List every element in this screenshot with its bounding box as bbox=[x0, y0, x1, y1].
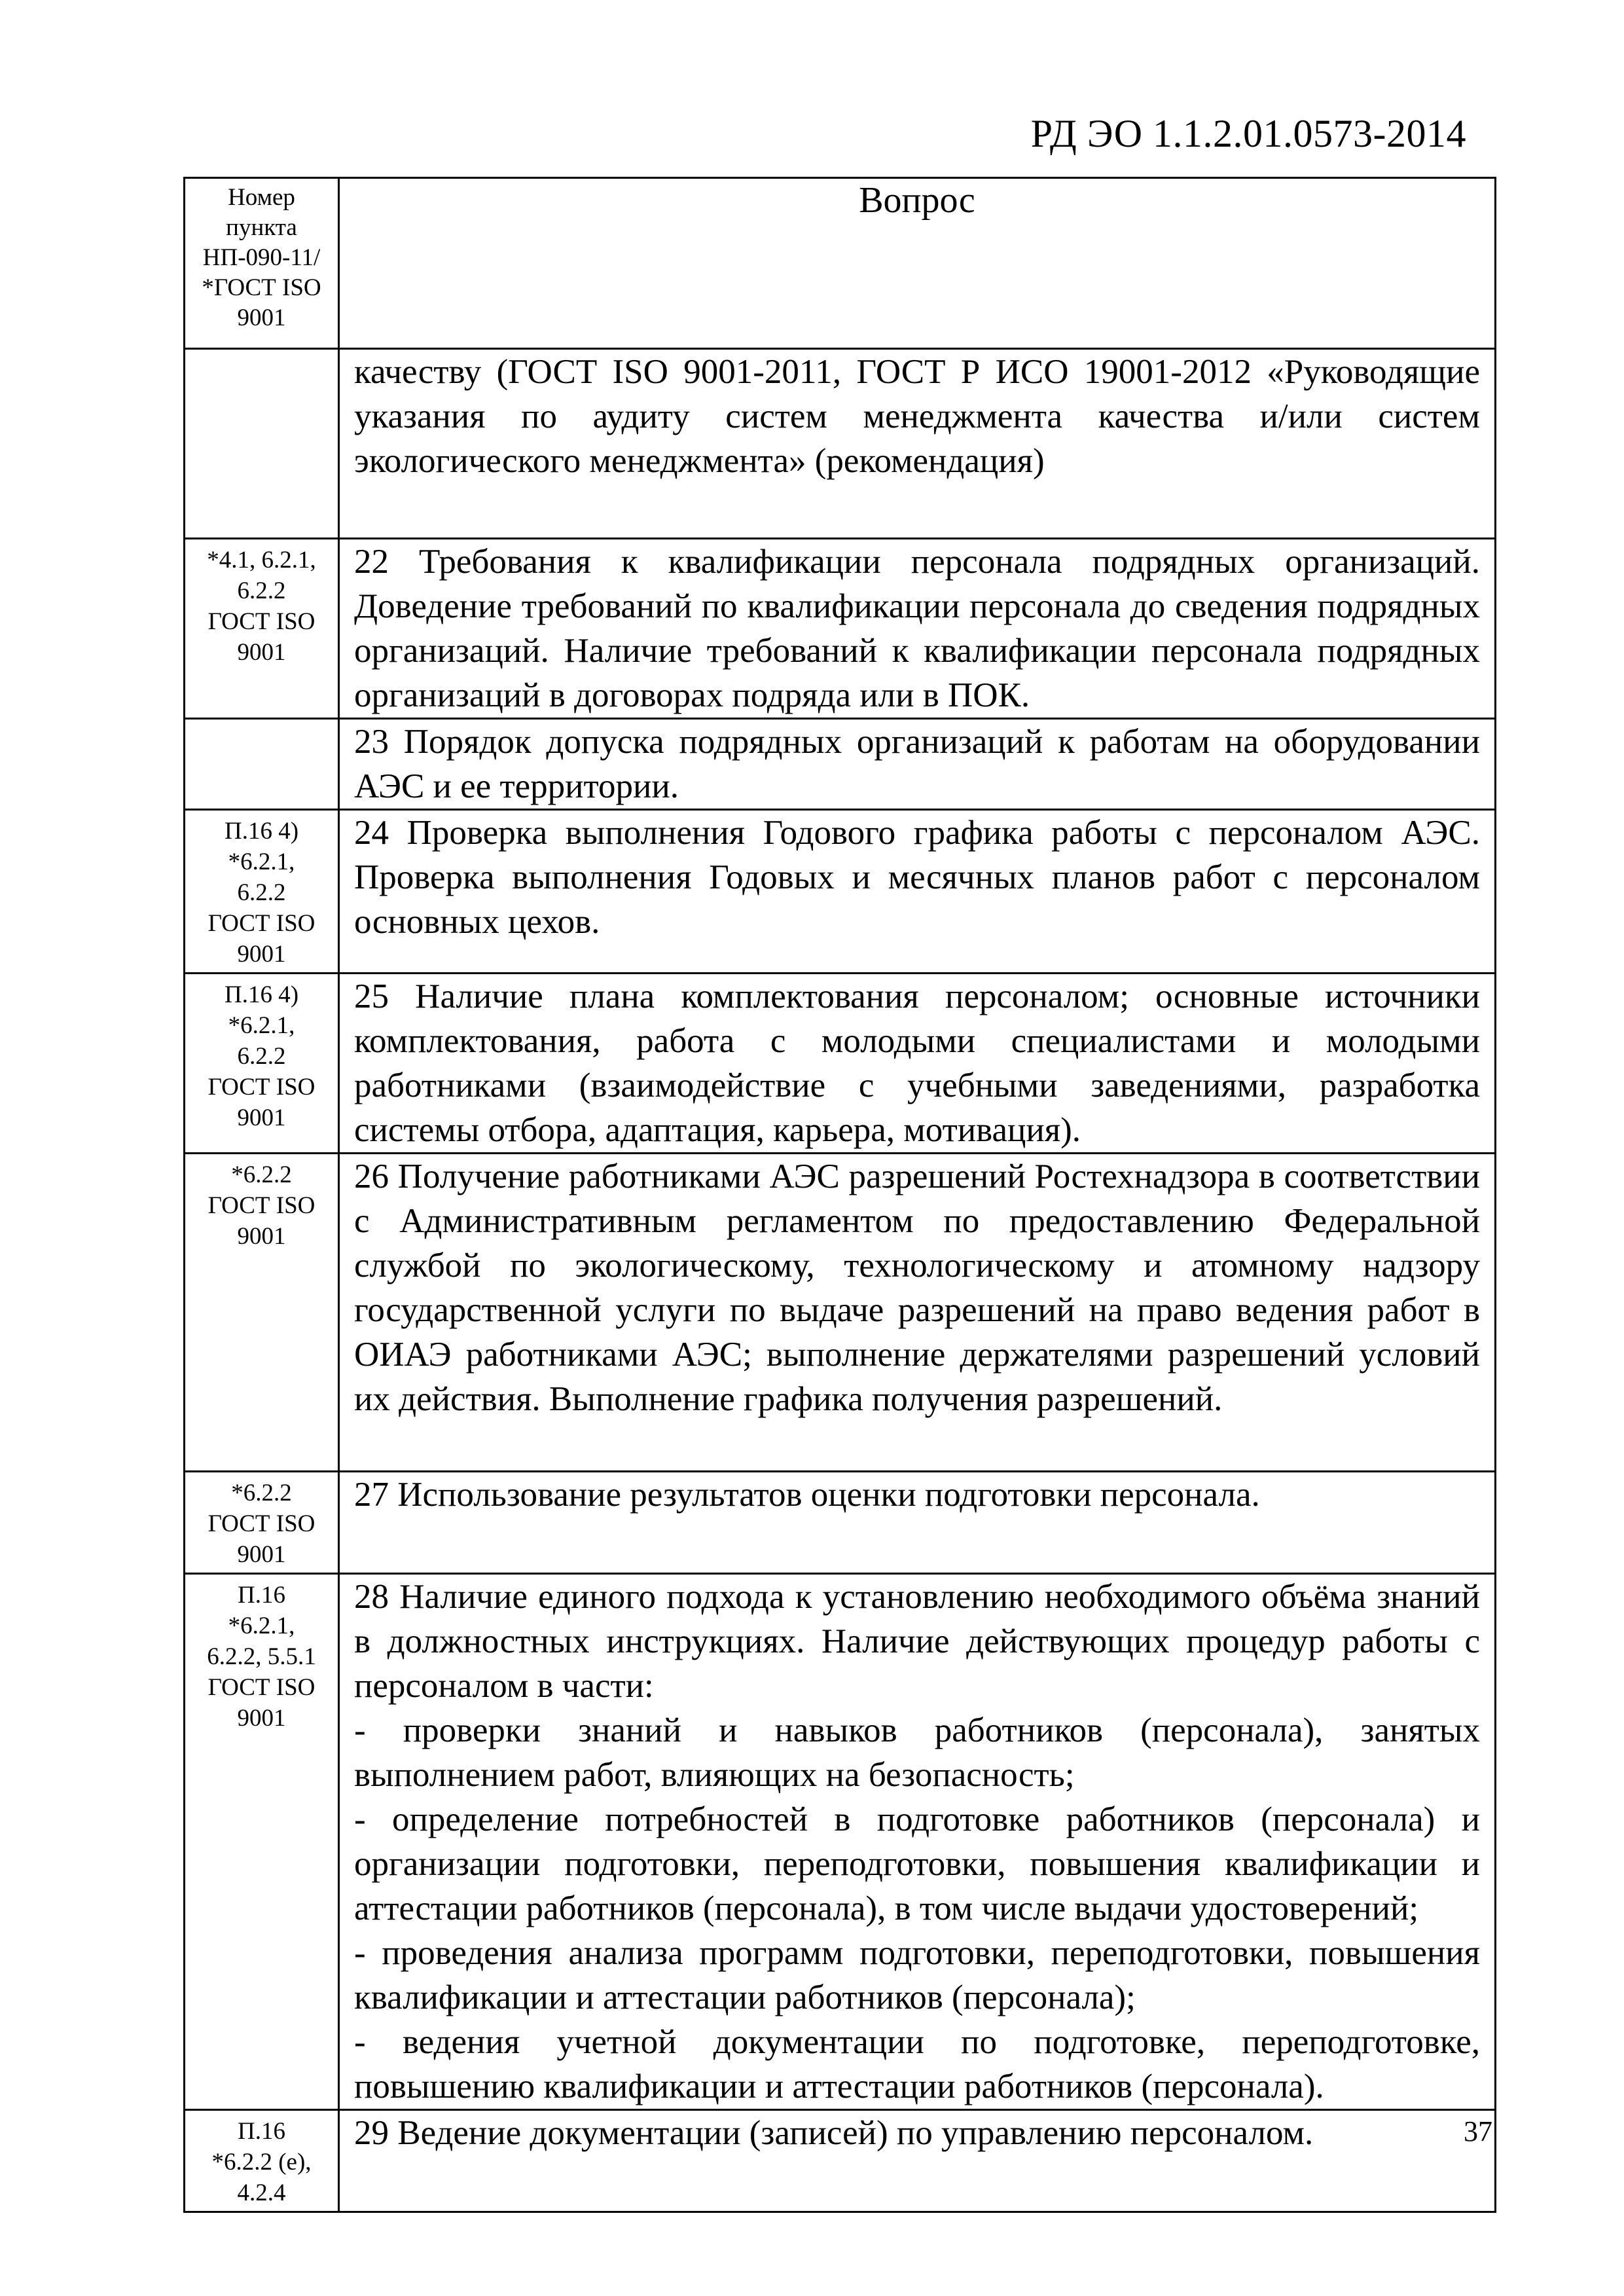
column-header-clause-number: Номер пункта НП-090-11/ *ГОСТ ISO 9001 bbox=[185, 178, 339, 349]
table-row bbox=[185, 1154, 1496, 1472]
question-text: 27 Использование результатов оценки подготовки персонала. bbox=[354, 1476, 1260, 1514]
clause-number-cell: *6.2.2 ГОСТ ISO 9001 bbox=[185, 1154, 339, 1472]
table-row bbox=[185, 974, 1496, 1154]
document-code: РД ЭО 1.1.2.01.0573-2014 bbox=[1030, 112, 1466, 155]
table-row bbox=[185, 810, 1496, 974]
clause-number-cell: П.16 4) *6.2.1, 6.2.2 ГОСТ ISO 9001 bbox=[185, 810, 339, 974]
question-subitem: - определение потребностей в подготовке работников (персонала) и организации подготовки, переподготовки, повышения квалификации и аттестации работников (персонала), в том числе выдачи удостоверений; bbox=[354, 1800, 1480, 1927]
question-text: 28 Наличие единого подхода к установлению необходимого объёма знаний в должностных инструкциях. Наличие действующих процедур работы с персоналом в части: bbox=[354, 1578, 1480, 1705]
question-cell bbox=[339, 1574, 1496, 2110]
table-row bbox=[185, 1472, 1496, 1574]
question-subitem: - ведения учетной документации по подготовке, переподготовке, повышению квалификации и аттестации работников (персонала). bbox=[354, 2023, 1480, 2105]
column-header-question: Вопрос bbox=[339, 178, 1496, 349]
table-row bbox=[185, 539, 1496, 719]
question-cell bbox=[339, 719, 1496, 810]
clause-number-cell bbox=[185, 349, 339, 539]
clause-number-cell: П.16 *6.2.1, 6.2.2, 5.5.1 ГОСТ ISO 9001 bbox=[185, 1574, 339, 2110]
question-text: 25 Наличие плана комплектования персоналом; основные источники комплектования, работа с молодыми специалистами и молодыми работниками (взаимодействие с учебными заведениями, разработка системы отбора, адаптация, карьера, мотивация). bbox=[354, 977, 1480, 1149]
question-text: 29 Ведение документации (записей) по управлению персоналом. bbox=[354, 2114, 1314, 2152]
question-text: 23 Порядок допуска подрядных организаций к работам на оборудовании АЭС и ее территории. bbox=[354, 723, 1480, 805]
question-text: 22 Требования к квалификации персонала подрядных организаций. Доведение требований по квалификации персонала до сведения подрядных организаций. Наличие требований к квалификации персонала подрядных организаций в договорах подряда или в ПОК. bbox=[354, 543, 1480, 714]
question-text: 26 Получение работниками АЭС разрешений Ростехнадзора в соответствии с Административным регламентом по предоставлению Федеральной службой по экологическому, технологическому и атомному надзору государственной услуги по выдаче разрешений на право ведения работ в ОИАЭ работниками АЭС; выполнение держателями разрешений условий их действия. Выполнение графика получения разрешений. bbox=[354, 1157, 1480, 1418]
clause-number-cell bbox=[185, 719, 339, 810]
page-number: 37 bbox=[1464, 2115, 1492, 2147]
question-cell bbox=[339, 539, 1496, 719]
question-text: качеству (ГОСТ ISO 9001-2011, ГОСТ Р ИСО 19001-2012 «Руководящие указания по аудиту систем менеджмента качества и/или систем экологического менеджмента» (рекомендация) bbox=[354, 353, 1480, 480]
table-row bbox=[185, 1574, 1496, 2110]
table-row bbox=[185, 719, 1496, 810]
question-cell bbox=[339, 2110, 1496, 2212]
question-cell bbox=[339, 1154, 1496, 1472]
clause-number-cell: П.16 4) *6.2.1, 6.2.2 ГОСТ ISO 9001 bbox=[185, 974, 339, 1154]
question-cell bbox=[339, 349, 1496, 539]
question-text: 24 Проверка выполнения Годового графика работы с персоналом АЭС. Проверка выполнения Годовых и месячных планов работ с персоналом основных цехов. bbox=[354, 814, 1480, 941]
table-header-row bbox=[185, 178, 1496, 349]
question-subitem: - проверки знаний и навыков работников (персонала), занятых выполнением работ, влияющих на безопасность; bbox=[354, 1711, 1480, 1794]
audit-questions-table bbox=[183, 177, 1496, 2213]
clause-number-cell: П.16 *6.2.2 (е), 4.2.4 bbox=[185, 2110, 339, 2212]
table-row bbox=[185, 349, 1496, 539]
question-cell bbox=[339, 1472, 1496, 1574]
question-cell bbox=[339, 810, 1496, 974]
table-body bbox=[185, 349, 1496, 2212]
clause-number-cell: *6.2.2 ГОСТ ISO 9001 bbox=[185, 1472, 339, 1574]
table-row bbox=[185, 2110, 1496, 2212]
clause-number-cell: *4.1, 6.2.1, 6.2.2 ГОСТ ISO 9001 bbox=[185, 539, 339, 719]
question-cell bbox=[339, 974, 1496, 1154]
question-subitem: - проведения анализа программ подготовки, переподготовки, повышения квалификации и аттестации работников (персонала); bbox=[354, 1934, 1480, 2016]
